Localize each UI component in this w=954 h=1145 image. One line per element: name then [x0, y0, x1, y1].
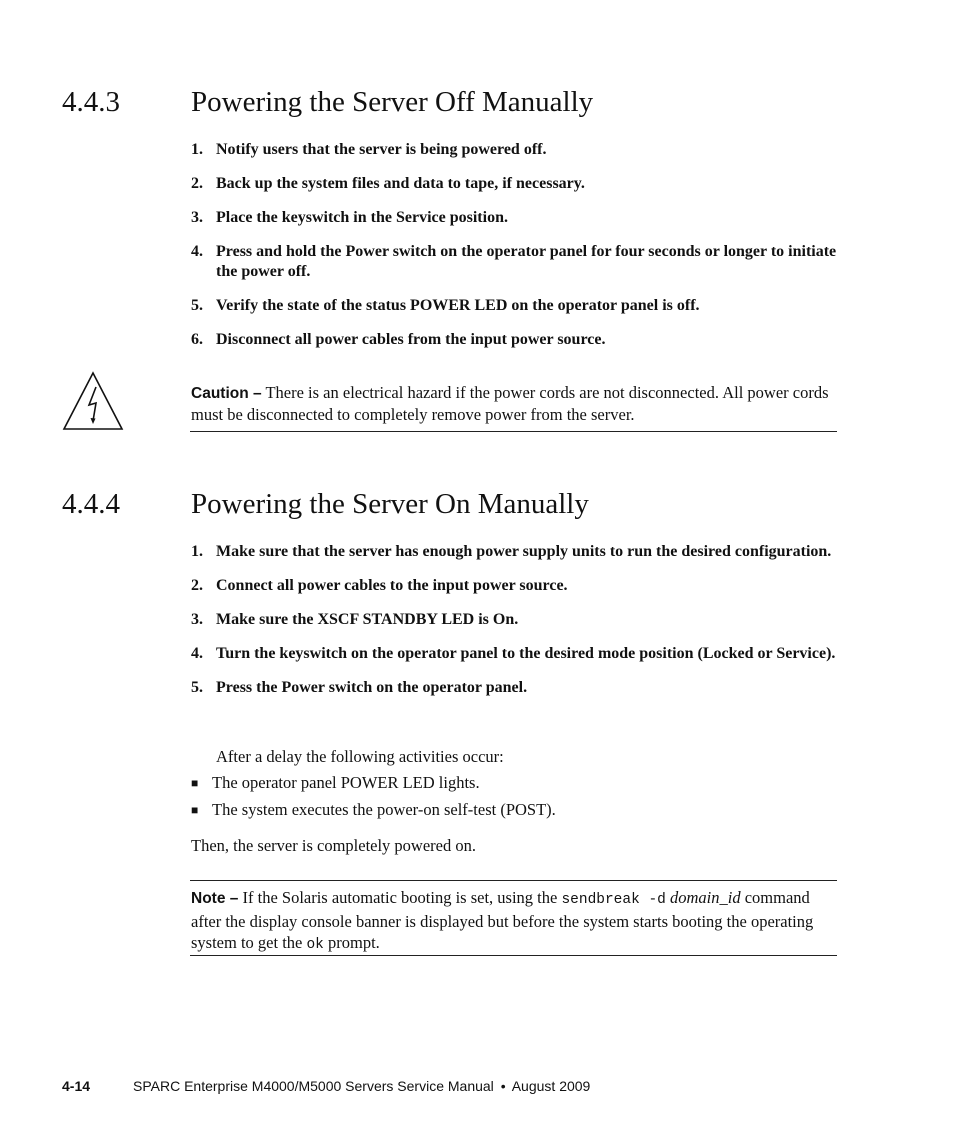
step-item: 1. Make sure that the server has enough power supply units to run the desired configuration. — [191, 543, 832, 560]
note-label: Note – — [191, 890, 239, 907]
caution-callout — [191, 382, 837, 425]
step-item: 5. Press the Power switch on the operator panel. — [191, 679, 528, 696]
note-top-rule — [190, 880, 837, 881]
step-item: 3. Make sure the XSCF STANDBY LED is On. — [191, 611, 519, 628]
section-number: 4.4.3 — [62, 86, 120, 118]
footer-separator: • — [500, 1078, 506, 1094]
step-item: 6. Disconnect all power cables from the input power source. — [191, 331, 606, 348]
bullet-square-icon: ■ — [191, 803, 199, 817]
step-item: 5. Verify the state of the status POWER LED on the operator panel is off. — [191, 297, 700, 314]
page-number: 4-14 — [62, 1078, 91, 1094]
steps-off-list — [191, 140, 837, 350]
step-item: 1. Notify users that the server is being powered off. — [191, 141, 547, 158]
step-item: 2. Connect all power cables to the input power source. — [191, 577, 568, 594]
section-title: Powering the Server On Manually — [191, 488, 589, 520]
bullet-square-icon: ■ — [191, 776, 199, 790]
caution-text: There is an electrical hazard if the power cords are not disconnected. All power cords must be disconnected to completely remove power from the server. — [191, 383, 829, 424]
section-number: 4.4.4 — [62, 488, 120, 520]
section-title: Powering the Server Off Manually — [191, 86, 594, 118]
then-text: Then, the server is completely powered on. — [191, 836, 476, 855]
bullet-item: ■ The system executes the power-on self-test (POST). — [191, 800, 556, 819]
footer-title: SPARC Enterprise M4000/M5000 Servers Service Manual — [133, 1078, 494, 1094]
bullet-item: ■ The operator panel POWER LED lights. — [191, 773, 480, 792]
footer-line — [133, 1078, 590, 1094]
step-item: 4. Press and hold the Power switch on the operator panel for four seconds or longer to initiate the power off. — [191, 243, 837, 280]
note-callout: Note – If the Solaris automatic booting is set, using the sendbreak -d domain_id command after the display console banner is displayed but before the system starts booting the operating system to get the ok prompt. — [191, 888, 814, 953]
caution-label: Caution – — [191, 385, 262, 402]
code-prompt: ok — [306, 937, 324, 953]
code-argument: domain_id — [670, 888, 741, 907]
note-bottom-rule — [190, 955, 837, 956]
steps-on-list — [191, 542, 837, 698]
after-delay-text: After a delay the following activities occur: — [216, 747, 504, 766]
code-command: sendbreak -d — [561, 892, 666, 908]
step-item: 3. Place the keyswitch in the Service position. — [191, 209, 508, 226]
step-item: 4. Turn the keyswitch on the operator panel to the desired mode position (Locked or Service). — [191, 645, 836, 662]
step-item: 2. Back up the system files and data to tape, if necessary. — [191, 175, 585, 192]
footer-date: August 2009 — [511, 1078, 591, 1094]
caution-rule — [190, 431, 837, 432]
electrical-hazard-icon — [62, 371, 124, 431]
